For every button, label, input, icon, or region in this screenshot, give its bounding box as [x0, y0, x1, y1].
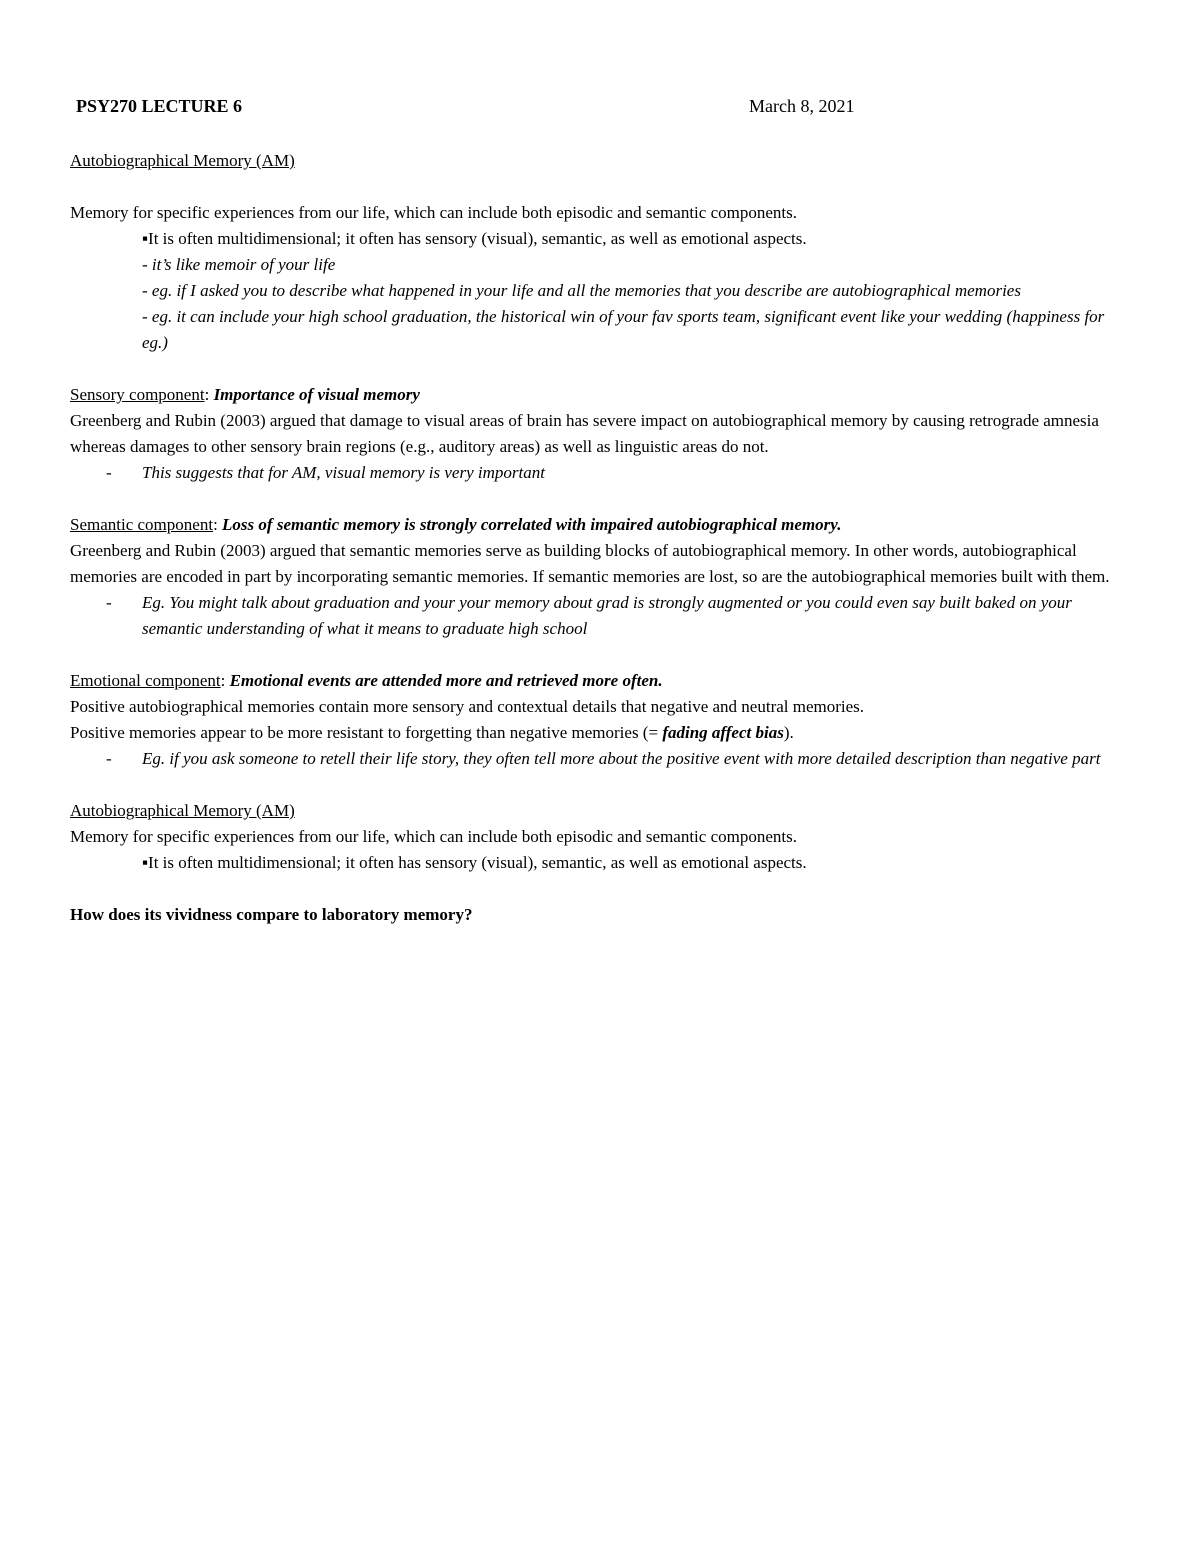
am-bullet [70, 226, 1130, 252]
semantic-claim: Loss of semantic memory is strongly correlated with impaired autobiographical memory. [222, 515, 842, 534]
emotional-colon: : [220, 671, 230, 690]
sensory-note [70, 460, 1130, 486]
am-definition-2: Memory for specific experiences from our life, which can include both episodic and semantic components. [70, 827, 797, 846]
document-body [70, 148, 1130, 928]
sensory-note-text: This suggests that for AM, visual memory is very important [142, 463, 545, 482]
am-note-3: - eg. it can include your high school graduation, the historical win of your fav sports team, significant event like your wedding (happiness for eg.) [142, 307, 1105, 352]
section-heading-am [70, 148, 1130, 174]
bullet-marker: ▪ [142, 229, 149, 248]
sensory-label: Sensory component [70, 385, 205, 404]
am-bullet-2 [70, 850, 1130, 876]
emotional-note-text: Eg. if you ask someone to retell their life story, they often tell more about the positive event with more detailed description than negative part [142, 749, 1101, 768]
am-note-1: - it’s like memoir of your life [142, 255, 336, 274]
emotional-claim: Emotional events are attended more and retrieved more often. [229, 671, 663, 690]
semantic-heading [70, 512, 1130, 538]
emotional-line-2-pre: Positive memories appear to be more resistant to forgetting than negative memories (= [70, 723, 663, 742]
emotional-heading [70, 668, 1130, 694]
document-header [76, 96, 876, 122]
vividness-question: How does its vividness compare to laboratory memory? [70, 905, 473, 924]
dash-marker: - [106, 749, 112, 768]
semantic-note [70, 590, 1130, 642]
semantic-note-text: Eg. You might talk about graduation and your your memory about grad is strongly augmented or you could even say built baked on your semantic understanding of what it means to graduate high school [142, 593, 1072, 638]
emotional-note [70, 746, 1130, 772]
dash-marker: - [106, 463, 112, 482]
fading-affect-bias-term: fading affect bias [662, 723, 784, 742]
section-heading-am-text: Autobiographical Memory (AM) [70, 151, 295, 170]
sensory-claim: Importance of visual memory [213, 385, 420, 404]
bullet-marker: ▪ [142, 853, 149, 872]
am-bullet-2-text: It is often multidimensional; it often has sensory (visual), semantic, as well as emotional aspects. [148, 853, 807, 872]
semantic-label: Semantic component [70, 515, 214, 534]
dash-marker: - [106, 593, 112, 612]
emotional-label: Emotional component [70, 671, 221, 690]
emotional-line-1: Positive autobiographical memories contain more sensory and contextual details that negative and neutral memories. [70, 697, 865, 716]
document-date: March 8, 2021 [749, 96, 855, 116]
am-definition: Memory for specific experiences from our life, which can include both episodic and semantic components. [70, 203, 797, 222]
semantic-text: Greenberg and Rubin (2003) argued that semantic memories serve as building blocks of autobiographical memory. In other words, autobiographical memories are encoded in part by incorporating semantic memories. If semantic memories are lost, so are the autobiographical memories built with them. [70, 541, 1110, 586]
section-heading-am-2-text: Autobiographical Memory (AM) [70, 801, 295, 820]
sensory-colon: : [204, 385, 214, 404]
emotional-line-2 [70, 720, 1130, 746]
emotional-line-2-post: ). [783, 723, 794, 742]
semantic-colon: : [213, 515, 223, 534]
sensory-heading [70, 382, 1130, 408]
sensory-text: Greenberg and Rubin (2003) argued that damage to visual areas of brain has severe impact on autobiographical memory by causing retrograde amnesia whereas damages to other sensory brain regions (e.g., auditory areas) as well as linguistic areas do not. [70, 411, 1099, 456]
am-note-2: - eg. if I asked you to describe what happened in your life and all the memories that you describe are autobiographical memories [142, 281, 1021, 300]
am-bullet-text: It is often multidimensional; it often has sensory (visual), semantic, as well as emotional aspects. [148, 229, 807, 248]
section-heading-am-2 [70, 798, 1130, 824]
document-title: PSY270 LECTURE 6 [76, 96, 243, 116]
